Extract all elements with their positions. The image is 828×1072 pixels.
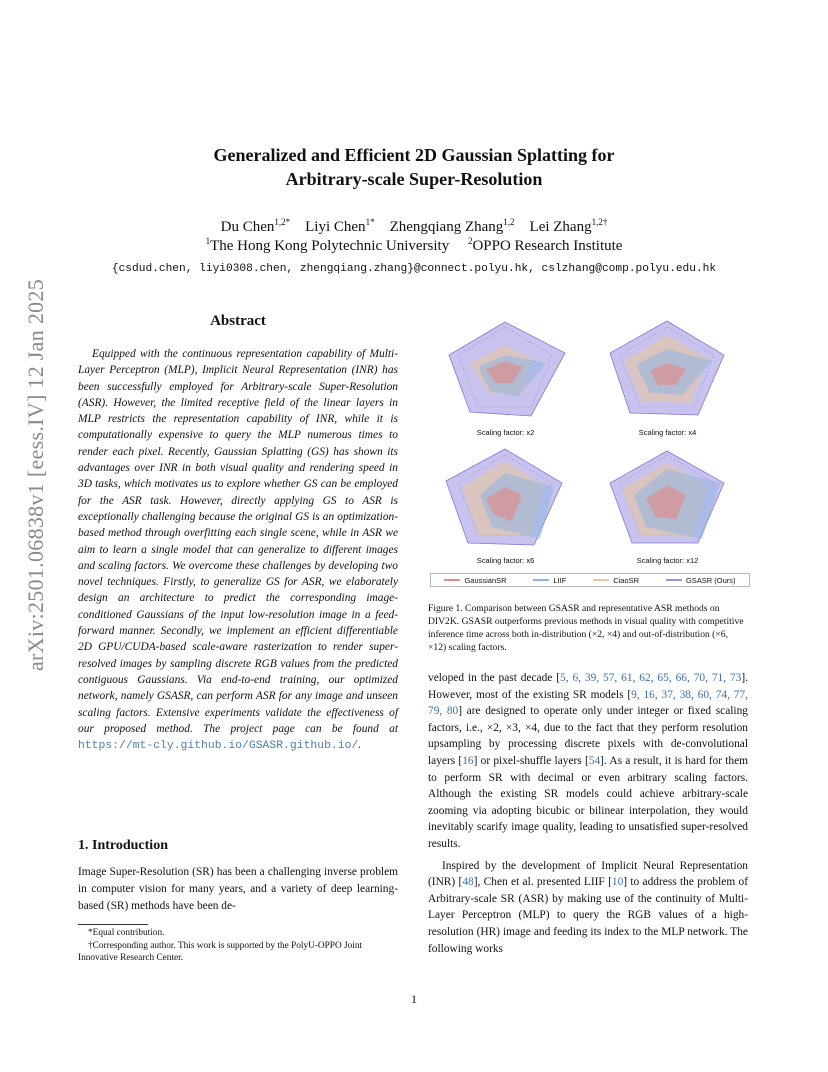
title-line-2: Arbitrary-scale Super-Resolution [285, 169, 543, 189]
affiliation-sup: 1 [205, 236, 211, 246]
project-page-link[interactable]: https://mt-cly.github.io/GSASR.github.io/ [78, 740, 359, 753]
footnote-rule [78, 924, 148, 925]
text-run: ] are designed to operate only under integer or fixed scaling factors, i.e., ×2, ×3, ×4, due to the fact that they perform resolution upsampling by processing discrete pixels with de-convolutional layers [ [428, 705, 748, 767]
legend-swatch [444, 579, 460, 581]
affiliation-name: The Hong Kong Polytechnic University [210, 238, 450, 254]
author-sup: 1,2* [274, 217, 291, 227]
affiliation-name: OPPO Research Institute [472, 238, 623, 254]
legend-item [533, 576, 566, 585]
radar-chart-x6 [428, 443, 583, 553]
intro-paragraph: Image Super-Resolution (SR) has been a challenging inverse problem in computer vision for many years, and a variety of deep learning-based (SR) methods have been de- [78, 866, 398, 912]
legend-swatch [593, 579, 609, 581]
citation-link[interactable]: 54 [588, 754, 601, 767]
text-run: ] to address the problem of Arbitrary-scale SR (ASR) by making use of the continuity of Multi-Layer Perceptron (MLP) to query the RGB values of a high-resolution (HR) image and feeding its index to the MLP network. The following works [428, 876, 749, 955]
citation-link[interactable]: 5, 6, 39, 57, 61, 62, 65, 66, 70, 71, 73 [560, 672, 742, 684]
legend-item [666, 576, 736, 585]
radar-chart-x12 [590, 443, 745, 553]
figure-caption: Figure 1. Comparison between GSASR and representative ASR methods on DIV2K. GSASR outperforms previous methods in visual quality with competitive inference time across both in-distribution (×2, ×4) and out-of-distribution (×6, ×12) scaling factors. [428, 603, 744, 653]
citation-link[interactable]: 48 [462, 876, 474, 889]
text-run: ] or pixel-shuffle layers [ [473, 754, 589, 767]
legend-label: LIIF [553, 575, 567, 585]
title-line-1: Generalized and Efficient 2D Gaussian Splatting for [213, 145, 615, 165]
citation-link[interactable]: 10 [611, 876, 624, 889]
legend-label: GSASR (Ours) [685, 575, 736, 585]
author-name: Du Chen [220, 219, 275, 235]
paper-title [0, 143, 828, 191]
panel-caption: Scaling factor: x12 [636, 556, 699, 565]
legend-swatch [666, 579, 682, 581]
author-list [0, 219, 828, 236]
legend-label: GaussianSR [464, 575, 507, 585]
citation-link[interactable]: 9, 16, 37, 38, 60, 74, 77, 79, 80 [428, 688, 749, 718]
text-run: Inspired by the development of Implicit Neural Representation (INR) [ [428, 859, 748, 889]
text-run: ], Chen et al. presented LIIF [ [473, 876, 612, 889]
panel-caption: Scaling factor: x2 [476, 428, 535, 437]
author-sup: 1,2 [503, 217, 515, 227]
abstract-heading: Abstract [210, 313, 266, 329]
right-column-text [428, 670, 748, 957]
radar-panel-x6 [428, 443, 583, 570]
citation-link[interactable]: 16 [462, 754, 474, 767]
author-sup: 1* [365, 217, 375, 227]
author-name: Zhengqiang Zhang [389, 219, 504, 235]
figure-1 [428, 315, 748, 590]
figure-legend [430, 573, 750, 587]
footnotes [78, 927, 398, 965]
legend-label: CiaoSR [613, 575, 640, 585]
page-number: 1 [411, 992, 417, 1006]
text-run: ]. However, most of the existing SR models [ [428, 672, 749, 701]
author-emails: {csdud.chen, liyi0308.chen, zhengqiang.zhang}@connect.polyu.hk, cslzhang@comp.polyu.edu.hk [111, 263, 717, 275]
footnote-corresponding: †Corresponding author. This work is supported by the PolyU-OPPO Joint Innovative Research Center. [78, 940, 363, 963]
legend-swatch [533, 579, 549, 581]
right-paragraph-1 [428, 670, 748, 853]
author-name: Lei Zhang [529, 219, 592, 235]
text-run: veloped in the past decade [ [428, 672, 561, 684]
affiliations [0, 238, 828, 255]
text-run: ]. As a result, it is hard for them to perform SR with decimal or even arbitrary scaling factors. Although the existing SR models could achieve arbitrary-scale zooming via adopting bicubic or bilinear interpolation, they would inevitably scarify image quality, leading to unsatisfied super-resolved results. [428, 754, 749, 850]
radar-panel-x12 [590, 443, 745, 570]
affiliation-sup: 2 [467, 236, 473, 246]
abstract-body [78, 346, 398, 754]
radar-chart-x2 [428, 315, 583, 425]
legend-item [593, 576, 639, 585]
section-heading: 1. Introduction [78, 838, 168, 853]
arxiv-stamp [16, 278, 56, 672]
right-paragraph-2 [428, 858, 748, 958]
legend-item [444, 576, 506, 585]
panel-caption: Scaling factor: x6 [476, 556, 535, 565]
panel-caption: Scaling factor: x4 [638, 428, 697, 437]
arxiv-stamp-text: arXiv:2501.06838v1 [eess.IV] 12 Jan 2025 [23, 278, 48, 672]
author-name: Liyi Chen [305, 219, 366, 235]
abstract-end: . [358, 739, 362, 752]
author-sup: 1,2† [591, 217, 608, 227]
radar-panel-x2 [428, 315, 583, 442]
abstract-text: Equipped with the continuous representation capability of Multi-Layer Perceptron (MLP), Implicit Neural Representation (INR) has been successfully employed for Arbitrary-scale Super-Resolution (ASR). However, the limited receptive field of the linear layers in MLP restricts the representation capability of INR, while it is computationally expensive to query the MLP numerous times to render each pixel. Recently, Gaussian Splatting (GS) has shown its advantages over INR in both visual quality and rendering speed in 3D tasks, which motivates us to explore whether GS can be employed for the ASR task. However, directly applying GS to ASR is exceptionally challenging because the original GS is an optimization-based method through overfitting each single scene, while in ASR we aim to learn a single model that can generalize to different images and scaling factors. We overcome these challenges by developing two novel techniques. Firstly, to generalize GS for ASR, we elaborately design an architecture to predict the corresponding image-conditioned Gaussians of the input low-resolution image in a feed-forward manner. Secondly, we implement an efficient differentiable 2D GPU/CUDA-based scale-aware rasterization to render super-resolved images by sampling discrete RGB values from the predicted contiguous Gaussians. Via end-to-end training, our optimized network, namely GSASR, can perform ASR for any image and unseen scaling factors. Extensive experiments validate the effectiveness of our proposed method. The project page can be found at [78, 348, 398, 735]
radar-chart-x4 [590, 315, 745, 425]
footnote-equal-contribution: *Equal contribution. [88, 928, 165, 938]
radar-panel-x4 [590, 315, 745, 442]
